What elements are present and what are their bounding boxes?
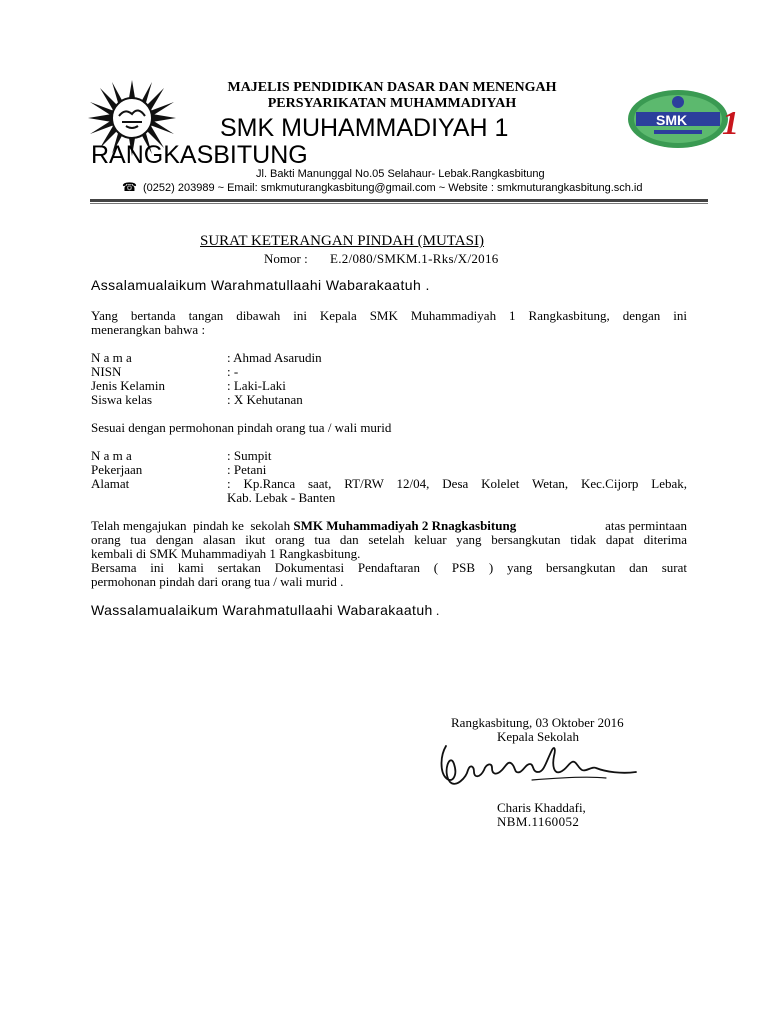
paragraph-2-line-1: Bersama ini kami sertakan Dokumentasi Pendaftaran ( PSB ) yang bersangkutan dan surat <box>91 560 687 575</box>
greeting: Assalamualaikum Warahmatullaahi Wabarakaatuh . <box>91 277 430 293</box>
parent-address-continued: Kab. Lebak - Banten <box>227 490 336 505</box>
school-name: SMK MUHAMMADIYAH 1 <box>220 114 509 142</box>
closing-dot: . <box>432 603 440 618</box>
student-name-value: : Ahmad Asarudin <box>227 350 322 365</box>
letter-number-label: Nomor : <box>264 251 308 266</box>
closing-text: Wassalamualaikum Warahmatullaahi Wabarakaatuh <box>91 602 433 618</box>
school-contact: (0252) 203989 ~ Email: smkmuturangkasbitung@gmail.com ~ Website : smkmuturangkasbitung.sch.id <box>143 182 643 194</box>
parent-job-value: : Petani <box>227 462 267 477</box>
phone-icon: ☎ <box>122 180 137 194</box>
paragraph-1-text-b: atas permintaan <box>601 518 687 533</box>
smk-logo <box>626 86 740 152</box>
paragraph-1-line-2: orang tua dengan alasan ikut orang tua dan setelah keluar yang bersangkutan tidak dapat diterima <box>91 532 687 547</box>
intro-line-2: menerangkan bahwa : <box>91 322 206 337</box>
destination-school: SMK Muhammadiyah 2 Rnagkasbitung <box>293 518 517 533</box>
student-nisn-value: : - <box>227 364 239 379</box>
closing <box>91 602 439 620</box>
parent-address-label: Alamat <box>91 476 130 491</box>
letter-title: SURAT KETERANGAN PINDAH (MUTASI) <box>200 233 484 249</box>
header-divider-thin <box>90 203 708 204</box>
parent-name-value: : Sumpit <box>227 448 272 463</box>
org-line-1: MAJELIS PENDIDIKAN DASAR DAN MENENGAH <box>227 80 557 95</box>
school-name-continued: RANGKASBITUNG <box>91 141 308 169</box>
signature-position: Kepala Sekolah <box>497 729 579 744</box>
paragraph-1-line-3: kembali di SMK Muhammadiyah 1 Rangkasbitung. <box>91 546 361 561</box>
smk-logo-text: SMK <box>656 112 688 128</box>
smk-logo-digit: 1 <box>722 105 739 142</box>
parent-job-label: Pekerjaan <box>91 462 143 477</box>
student-name-label: N a m a <box>91 350 132 365</box>
school-address: Jl. Bakti Manunggal No.05 Selahaur- Lebak.Rangkasbitung <box>256 168 545 180</box>
student-class-label: Siswa kelas <box>91 392 153 407</box>
student-gender-label: Jenis Kelamin <box>91 378 166 393</box>
signature-scribble <box>436 742 640 790</box>
header-divider <box>90 199 708 202</box>
intro-line-1: Yang bertanda tangan dibawah ini Kepala SMK Muhammadiyah 1 Rangkasbitung, dengan ini <box>91 308 687 323</box>
student-gender-value: : Laki-Laki <box>227 378 286 393</box>
org-line-2: PERSYARIKATAN MUHAMMADIYAH <box>267 96 517 111</box>
parent-address-value: : Kp.Ranca saat, RT/RW 12/04, Desa Kolelet Wetan, Kec.Cijorp Lebak, <box>227 476 687 491</box>
parent-name-label: N a m a <box>91 448 132 463</box>
signature-place-date: Rangkasbitung, 03 Oktober 2016 <box>451 715 624 730</box>
signatory-nbm: NBM.1160052 <box>497 814 580 829</box>
student-nisn-label: NISN <box>91 364 122 379</box>
paragraph-1-text-a: Telah mengajukan pindah ke sekolah <box>91 518 294 533</box>
request-line: Sesuai dengan permohonan pindah orang tua / wali murid <box>91 420 392 435</box>
student-class-value: : X Kehutanan <box>227 392 303 407</box>
signatory-name: Charis Khaddafi, <box>497 800 586 815</box>
paragraph-2-line-2: permohonan pindah dari orang tua / wali murid . <box>91 574 344 589</box>
letter-number: E.2/080/SMKM.1-Rks/X/2016 <box>330 251 499 266</box>
